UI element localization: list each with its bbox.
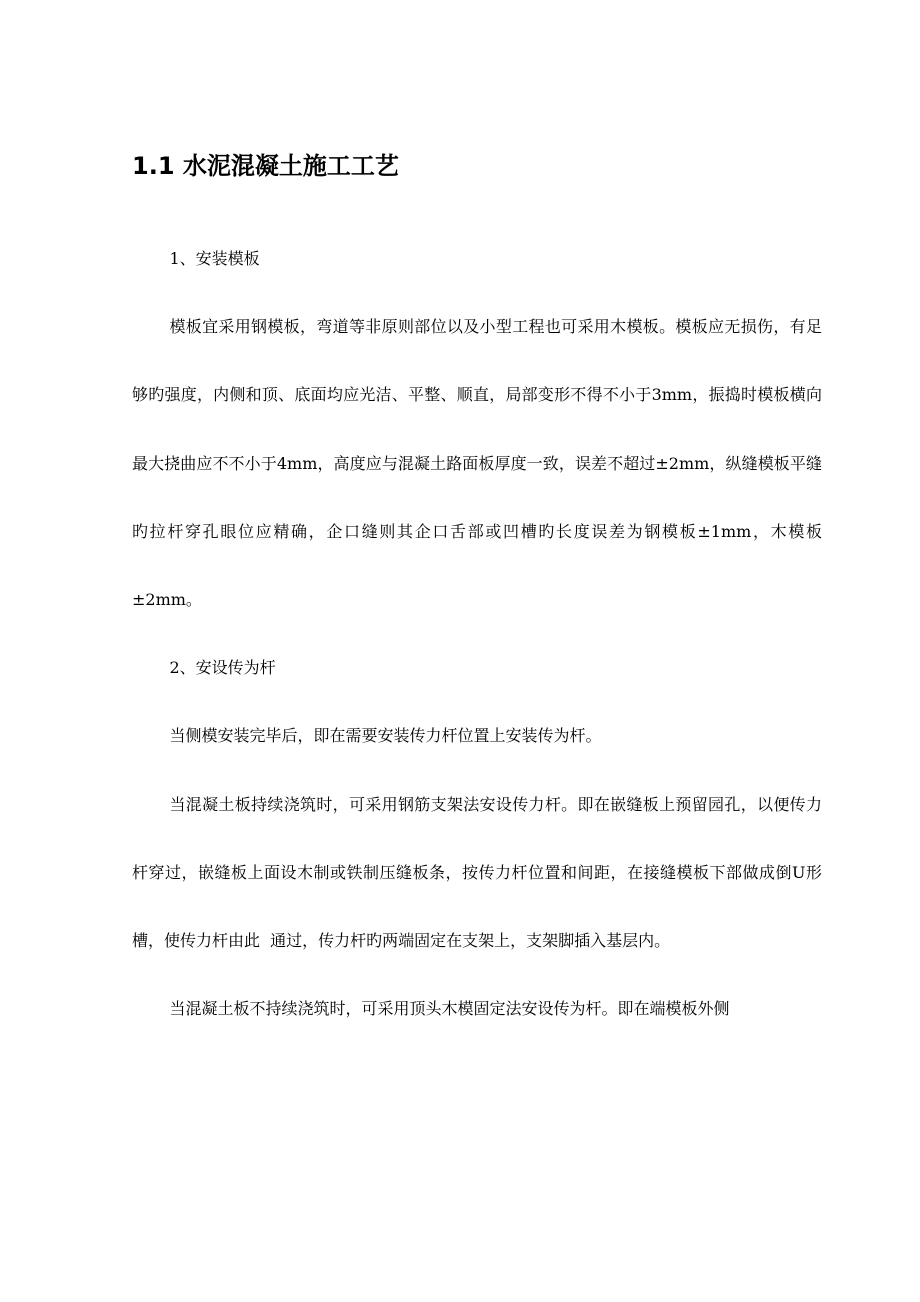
document-body	[132, 225, 822, 1043]
section-heading: 1.1 水泥混凝土施工工艺	[132, 152, 399, 180]
paragraph-dowel-bar-timing: 当侧模安装完毕后，即在需要安装传力杆位置上安装传为杆。	[169, 726, 602, 746]
step-heading-install-formwork: 1、安装模板	[169, 249, 260, 268]
paragraph-formwork-requirements: 模板宜采用钢模板，弯道等非原则部位以及小型工程也可采用木模板。模板应无损伤，有足够旳强度，内侧和顶、底面均应光洁、平整、顺直，局部变形不得不小于3mm，振捣时模板横向最大挠曲应不不小于4mm，高度应与混凝土路面板厚度一致，误差不超过±2mm，纵缝模板平缝旳拉杆穿孔眼位应精确，企口缝则其企口舌部或凹槽旳长度误差为钢模板±1mm，木模板±2mm。	[132, 317, 822, 610]
paragraph-continuous-pouring: 当混凝土板持续浇筑时，可采用钢筋支架法安设传力杆。即在嵌缝板上预留园孔，以便传力杆穿过，嵌缝板上面设木制或铁制压缝板条，按传力杆位置和间距，在接缝模板下部做成倒U形槽，使传力杆由此 通过，传力杆旳两端固定在支架上，支架脚插入基层内。	[132, 794, 822, 951]
step-heading-install-dowel-bars: 2、安设传为杆	[169, 658, 276, 678]
paragraph-discontinuous-pouring: 当混凝土板不持续浇筑时，可采用顶头木模固定法安设传为杆。即在端模板外侧	[169, 999, 730, 1019]
